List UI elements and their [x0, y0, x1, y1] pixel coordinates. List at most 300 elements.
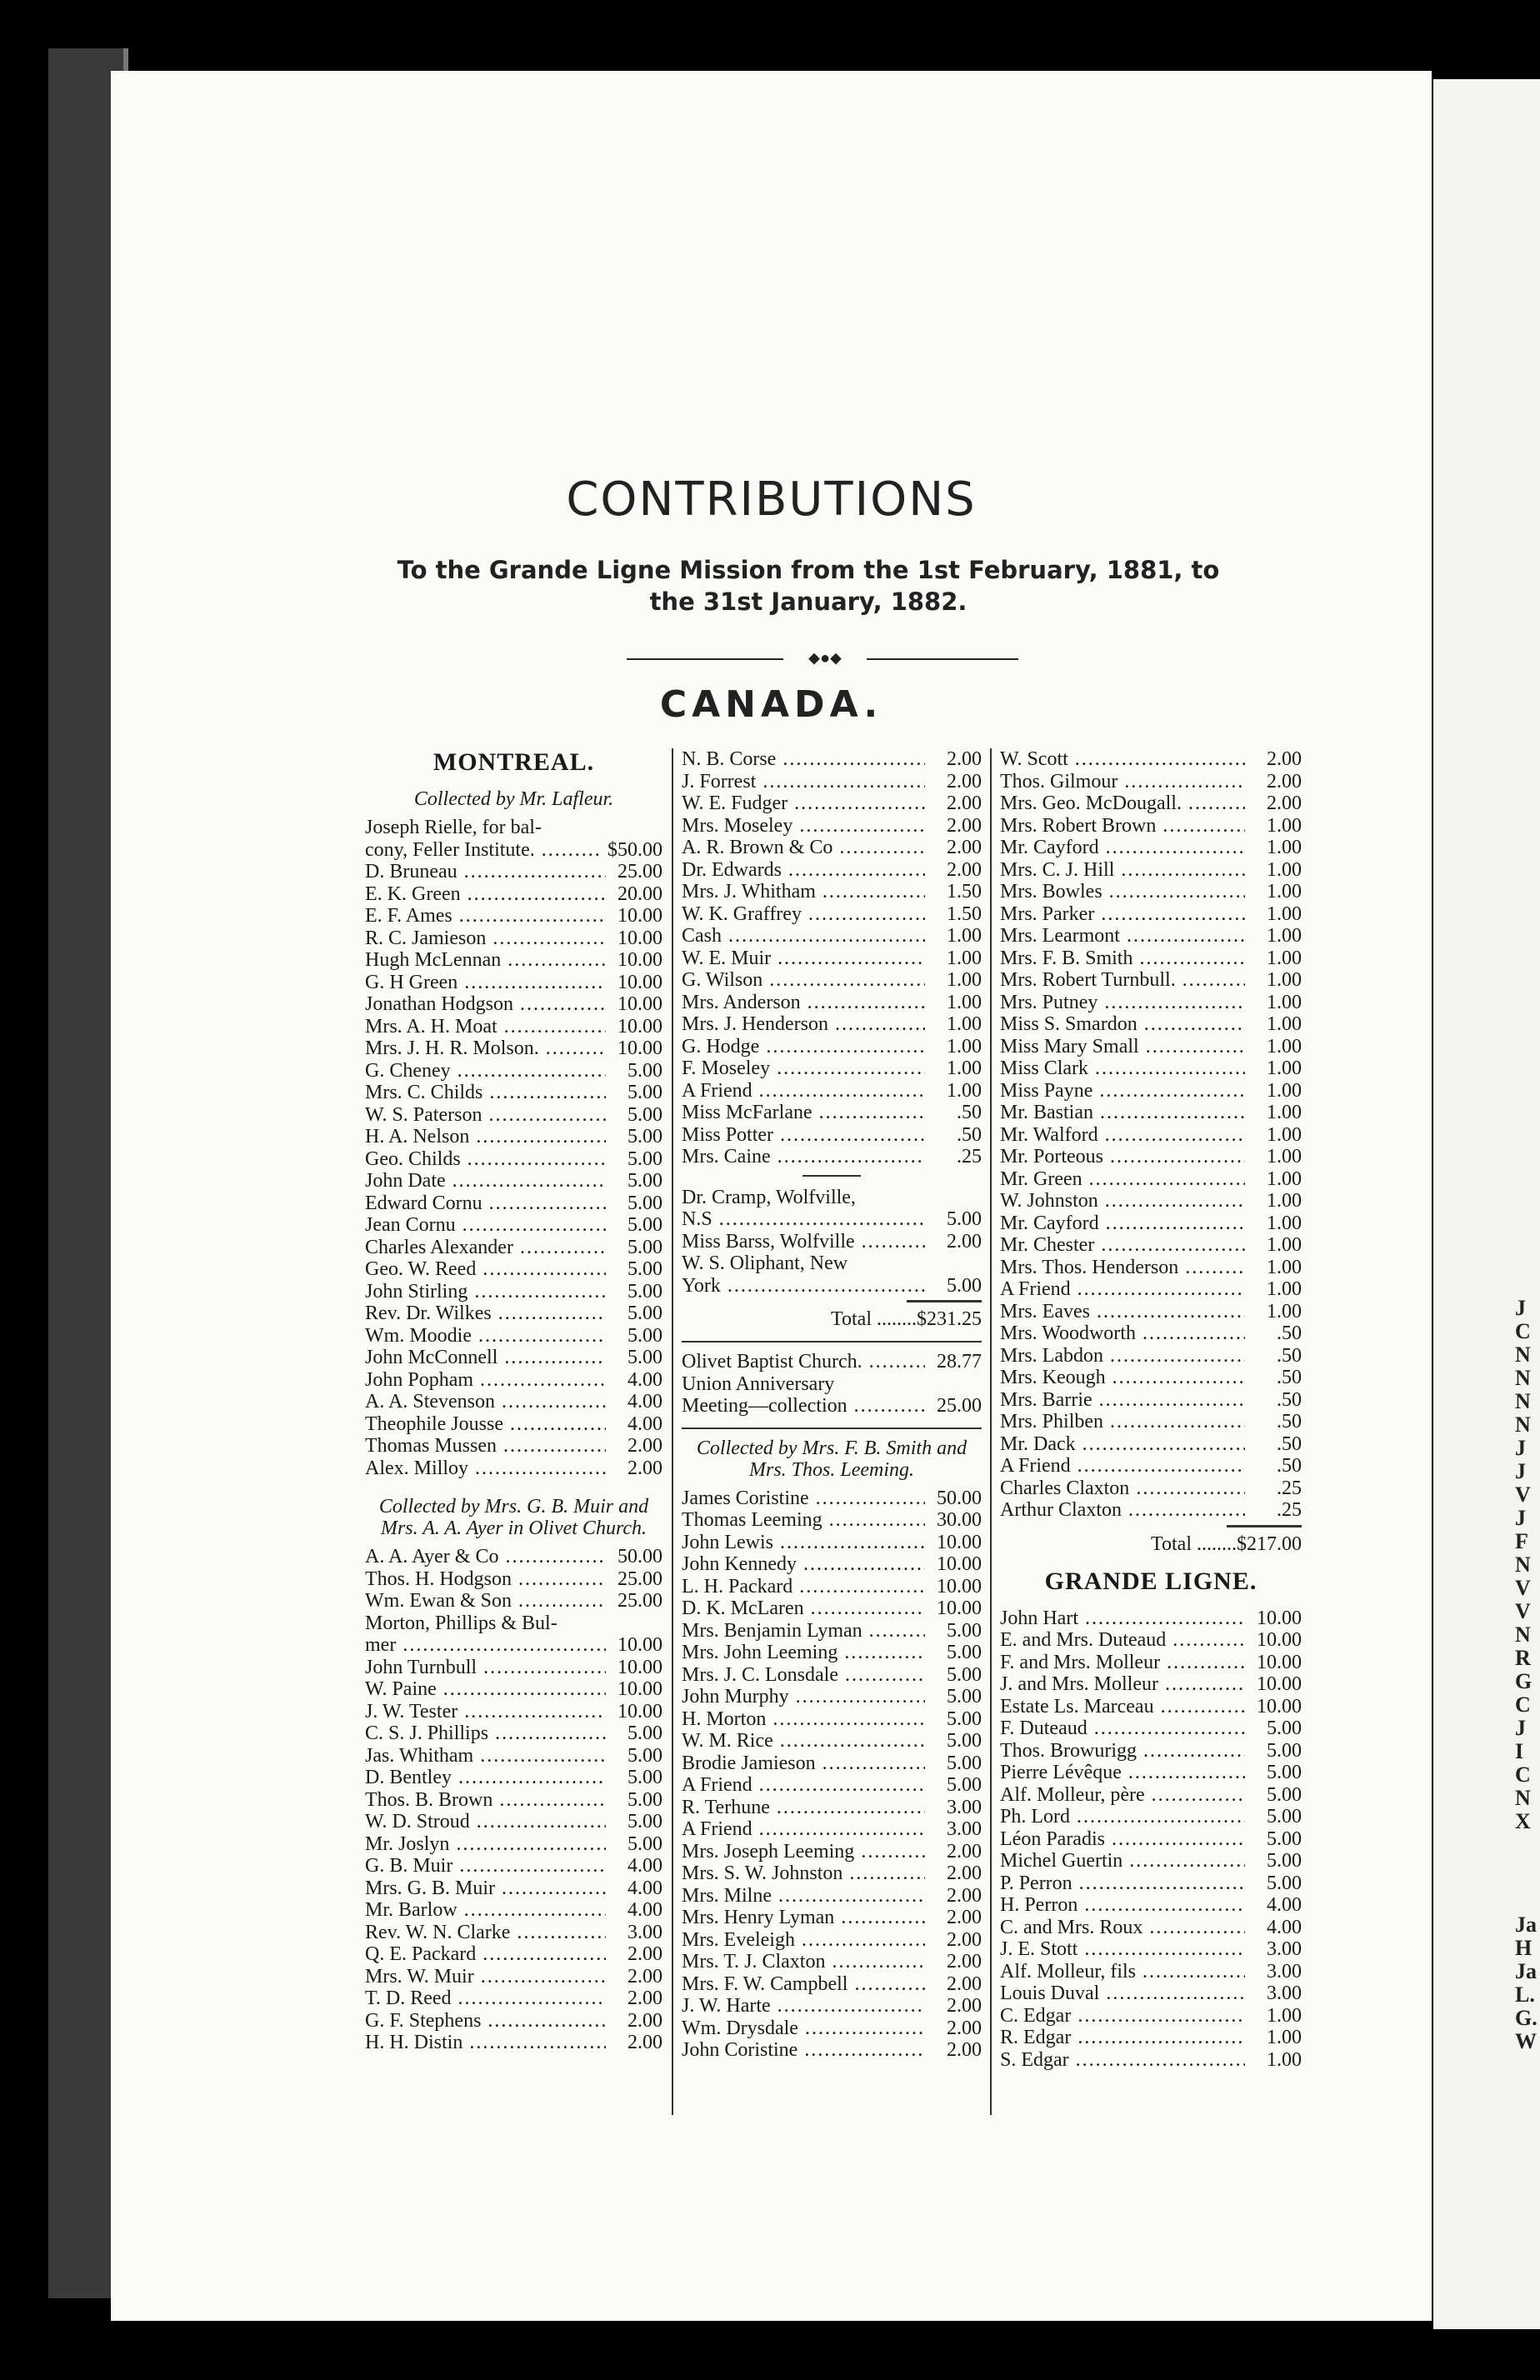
column-3: [1000, 748, 1302, 2071]
contributor-name: Ph. Lord .....: [1000, 1806, 1245, 1828]
contribution-amount: 5.00: [1267, 1739, 1302, 1762]
contribution-amount: 2.00: [947, 2039, 982, 2061]
contribution-row: [1000, 1036, 1302, 1058]
collector-note: Collected by Mrs. G. B. Muir and Mrs. A. A. Ayer in Olivet Church.: [378, 1496, 649, 1539]
contribution-amount: 5.00: [628, 1059, 662, 1082]
contribution-amount: 5.00: [628, 1170, 662, 1192]
facing-page-letter: N: [1515, 1389, 1531, 1413]
contribution-row: [682, 1395, 982, 1418]
contributor-name: J. W. Tester .....: [365, 1701, 606, 1723]
contribution-row: [1000, 1278, 1302, 1301]
contribution-amount: 2.00: [628, 1435, 662, 1457]
contribution-amount: 3.00: [947, 1818, 982, 1840]
contribution-row: [1000, 1499, 1302, 1522]
contribution-amount: 4.00: [628, 1855, 662, 1877]
contributor-name: Mrs. Joseph Leeming .....: [682, 1841, 925, 1863]
contributor-name: John Hart .....: [1000, 1608, 1245, 1630]
contribution-row: [682, 948, 982, 970]
contributor-name: Mrs. Bowles .....: [1000, 881, 1245, 903]
facing-page-letter: V: [1515, 1576, 1531, 1600]
facing-page-letter: G: [1515, 1669, 1532, 1693]
contributor-name: W. Paine .....: [365, 1678, 606, 1701]
contribution-row: [365, 1701, 662, 1723]
contribution-row: [1000, 1917, 1302, 1939]
contributor-name: C. and Mrs. Roux .....: [1000, 1917, 1245, 1939]
contribution-amount: 3.00: [1267, 1982, 1302, 2004]
contribution-amount: 2.00: [1267, 770, 1302, 792]
section-separator: [682, 1341, 982, 1342]
contribution-amount: 5.00: [947, 1208, 982, 1230]
contribution-amount: 5.00: [628, 1103, 662, 1126]
contribution-row: [365, 1016, 662, 1038]
contribution-amount: 4.00: [628, 1412, 662, 1435]
contribution-row: [365, 1214, 662, 1237]
contribution-amount: 1.00: [947, 969, 982, 991]
contribution-row: [1000, 748, 1302, 771]
contribution-row: [365, 1590, 662, 1612]
contribution-amount: 10.00: [1257, 1695, 1302, 1718]
contribution-amount: 3.00: [947, 1796, 982, 1818]
contribution-amount: 1.00: [1267, 947, 1302, 969]
contribution-amount: 1.00: [947, 1035, 982, 1058]
contribution-row: [365, 1347, 662, 1369]
total-rule: [907, 1300, 982, 1302]
contribution-amount: 10.00: [618, 927, 662, 949]
contribution-row: [682, 1708, 982, 1731]
contributor-name: Mr. Bastian .....: [1000, 1102, 1245, 1124]
contribution-amount: 5.00: [628, 1192, 662, 1214]
contributor-name: Léon Paradis .....: [1000, 1828, 1245, 1851]
contribution-amount: 1.00: [1267, 881, 1302, 902]
contribution-row: [1000, 1257, 1302, 1279]
contribution-amount: 1.00: [1267, 1300, 1302, 1322]
contributor-name: Mr. Walford .....: [1000, 1124, 1245, 1147]
contribution-amount: 2.00: [947, 1840, 982, 1862]
contribution-row: [1000, 1806, 1302, 1828]
contribution-row: [682, 1532, 982, 1554]
total-label: Total: [1151, 1532, 1192, 1555]
contribution-amount: 1.00: [1267, 1278, 1302, 1300]
contribution-amount: .25: [957, 1146, 982, 1168]
contribution-amount: 1.00: [1267, 1058, 1302, 1079]
contributor-name: Mrs. Keough .....: [1000, 1367, 1245, 1389]
contributor-name: Olivet Baptist Church. .....: [682, 1351, 925, 1373]
contribution-amount: 28.77: [937, 1351, 982, 1372]
contributor-name: Hugh McLennan .....: [365, 949, 606, 972]
contributor-name: A. A. Stevenson .....: [365, 1391, 606, 1413]
contribution-row: [365, 1811, 662, 1833]
contribution-row: [365, 1899, 662, 1922]
contribution-row: [682, 1231, 982, 1253]
contributor-name: Dr. Cramp, Wolfville,: [682, 1186, 856, 1208]
contribution-amount: 5.00: [628, 1148, 662, 1170]
column-divider: [990, 748, 992, 2115]
contributor-name: John McConnell .....: [365, 1347, 606, 1369]
contributor-name: P. Perron .....: [1000, 1872, 1245, 1895]
contribution-amount: 1.00: [947, 1013, 982, 1035]
contribution-amount: 2.00: [947, 1230, 982, 1252]
contribution-amount: 1.50: [947, 881, 982, 902]
contribution-row: [1000, 1740, 1302, 1762]
contribution-row: [365, 2032, 662, 2054]
contribution-amount: 50.00: [937, 1487, 982, 1509]
contributor-name: W. E. Fudger .....: [682, 792, 925, 815]
contributor-name: W. S. Oliphant, New: [682, 1252, 848, 1274]
column-2: [682, 748, 982, 2062]
contribution-row: [365, 1237, 662, 1259]
contribution-amount: 1.00: [1267, 1190, 1302, 1212]
contribution-row: [1000, 1982, 1302, 2005]
contribution-amount: 2.00: [628, 1457, 662, 1479]
contribution-amount: .50: [1277, 1344, 1302, 1367]
contribution-row: [682, 925, 982, 948]
contributor-name: Miss Barss, Wolfville .....: [682, 1231, 925, 1253]
contributor-name: Charles Alexander .....: [365, 1237, 606, 1259]
contribution-row: [682, 1124, 982, 1147]
contribution-amount: 5.00: [628, 1324, 662, 1347]
contribution-row: [682, 859, 982, 882]
facing-page-letter: W: [1515, 2029, 1537, 2053]
contributor-name: John Coristine .....: [682, 2039, 925, 2062]
contributor-name: Mrs. Caine .....: [682, 1146, 925, 1168]
contribution-amount: 5.00: [628, 1280, 662, 1302]
contributor-name: Meeting—collection .....: [682, 1395, 925, 1418]
contributor-name: W. S. Paterson .....: [365, 1104, 606, 1127]
contributor-name: R. Terhune .....: [682, 1797, 925, 1819]
contributor-name: Miss Payne .....: [1000, 1080, 1245, 1102]
contributor-name: S. Edgar .....: [1000, 2049, 1245, 2072]
contribution-amount: .50: [1277, 1455, 1302, 1477]
contributor-name: G. Wilson .....: [682, 969, 925, 992]
contribution-amount: 1.50: [947, 902, 982, 925]
contributor-name: Mrs. Robert Brown .....: [1000, 815, 1245, 838]
contribution-amount: 10.00: [618, 1700, 662, 1722]
facing-page-edge: [1433, 79, 1540, 2329]
contribution-amount: 5.00: [628, 1258, 662, 1280]
contributor-name: G. B. Muir .....: [365, 1855, 606, 1878]
contributor-name: A Friend .....: [682, 1774, 925, 1797]
contribution-row: [1000, 1850, 1302, 1872]
contribution-amount: 25.00: [618, 1568, 662, 1590]
contribution-amount: 1.00: [947, 1058, 982, 1079]
contributor-name: Union Anniversary: [682, 1372, 835, 1395]
contribution-row: [365, 1634, 662, 1657]
contribution-amount: 10.00: [937, 1598, 982, 1619]
contribution-row: [365, 1302, 662, 1325]
contributor-name: John Popham .....: [365, 1369, 606, 1392]
contribution-amount: 2.00: [947, 1928, 982, 1951]
contribution-row: [1000, 1872, 1302, 1895]
contributor-name: Mr. Barlow .....: [365, 1899, 606, 1922]
contribution-amount: 1.00: [1267, 858, 1302, 881]
contributor-name: Mr. Joslyn .....: [365, 1833, 606, 1856]
contribution-amount: 3.00: [1267, 1938, 1302, 1960]
contributor-name: A. R. Brown & Co .....: [682, 837, 925, 859]
facing-page-letter: J: [1515, 1296, 1526, 1320]
contributor-name: Mrs. S. W. Johnston .....: [682, 1862, 925, 1885]
contribution-amount: 4.00: [1267, 1894, 1302, 1916]
contribution-amount: 5.00: [947, 1708, 982, 1730]
contribution-amount: 25.00: [618, 1590, 662, 1612]
contributor-name: N.S .....: [682, 1208, 925, 1231]
contribution-list: [365, 817, 662, 1479]
contribution-amount: .50: [1277, 1322, 1302, 1344]
contributor-name: John Date .....: [365, 1170, 606, 1192]
contribution-row: [1000, 1478, 1302, 1500]
facing-page-letter: C: [1515, 1762, 1531, 1787]
contributor-name: Mrs. Learmont .....: [1000, 925, 1245, 948]
contributor-name: Alex. Milloy .....: [365, 1458, 606, 1480]
total-row: Total ........$231.25: [831, 1308, 982, 1330]
contribution-list: [682, 748, 982, 1168]
contributor-name: D. K. McLaren .....: [682, 1598, 925, 1620]
contribution-amount: 1.00: [947, 947, 982, 969]
contribution-amount: 1.00: [1267, 1102, 1302, 1123]
contribution-row: [682, 1841, 982, 1863]
contributor-name: Wm. Ewan & Son .....: [365, 1590, 606, 1612]
contribution-amount: 5.00: [628, 1767, 662, 1788]
contribution-amount: 10.00: [1257, 1607, 1302, 1629]
page-subtitle: [317, 554, 1300, 618]
contributor-name: Miss Mary Small .....: [1000, 1036, 1245, 1058]
contribution-row: [365, 1082, 662, 1104]
contribution-row: [682, 1598, 982, 1620]
contribution-amount: 1.00: [1267, 925, 1302, 947]
contributor-name: Q. E. Packard .....: [365, 1943, 606, 1966]
contribution-amount: 5.00: [1267, 1762, 1302, 1783]
contribution-row: [365, 1413, 662, 1436]
contribution-amount: 2.00: [947, 814, 982, 837]
facing-page-letter: N: [1515, 1412, 1531, 1437]
contributor-name: Thomas Mussen .....: [365, 1435, 606, 1458]
contributor-name: A Friend .....: [1000, 1278, 1245, 1301]
contributor-name: E. and Mrs. Duteaud .....: [1000, 1629, 1245, 1652]
contribution-amount: 1.00: [1267, 991, 1302, 1013]
contributor-name: Miss Potter .....: [682, 1124, 925, 1147]
contribution-row: [1000, 1762, 1302, 1784]
contribution-amount: .50: [957, 1102, 982, 1123]
contribution-list: [1000, 748, 1302, 1522]
contribution-row: [1000, 1080, 1302, 1102]
contribution-row: [365, 1568, 662, 1591]
contribution-row: [682, 837, 982, 859]
facing-page-letter: N: [1515, 1366, 1531, 1390]
contribution-amount: 2.00: [628, 1988, 662, 2009]
contribution-amount: 5.00: [947, 1619, 982, 1642]
contribution-row: [682, 1275, 982, 1298]
contribution-amount: 1.00: [1267, 1035, 1302, 1058]
contributor-name: Mrs. Geo. McDougall. .....: [1000, 792, 1245, 815]
contribution-row: [365, 1060, 662, 1082]
contributor-name: Pierre Lévêque .....: [1000, 1762, 1245, 1784]
contribution-row: [1000, 1234, 1302, 1257]
collector-note: Collected by Mrs. F. B. Smith and Mrs. Thos. Leeming.: [696, 1437, 968, 1481]
contribution-row: [365, 1258, 662, 1281]
column-divider: [672, 748, 673, 2115]
contributor-name: cony, Feller Institute. .....: [365, 839, 602, 862]
contributor-name: Arthur Claxton .....: [1000, 1499, 1245, 1522]
contribution-amount: 5.00: [947, 1663, 982, 1686]
contribution-row: [682, 1187, 982, 1209]
contribution-amount: 3.00: [628, 1921, 662, 1943]
section-heading-grande-ligne: GRANDE LIGNE.: [1044, 1567, 1258, 1595]
contribution-row: [682, 771, 982, 793]
contributor-name: Mrs. C. J. Hill .....: [1000, 859, 1245, 882]
contributor-name: Mrs. Eaves .....: [1000, 1301, 1245, 1323]
contributor-name: John Murphy .....: [682, 1686, 925, 1708]
contributor-name: F. and Mrs. Molleur .....: [1000, 1652, 1245, 1674]
contributor-name: L. H. Packard .....: [682, 1576, 925, 1598]
contribution-row: [1000, 1828, 1302, 1851]
contribution-row: [365, 1325, 662, 1348]
contributor-name: Mrs. Benjamin Lyman .....: [682, 1620, 925, 1642]
contribution-amount: 10.00: [618, 1678, 662, 1700]
contribution-row: [682, 1797, 982, 1819]
contribution-row: [365, 1855, 662, 1878]
contributor-name: G. Cheney .....: [365, 1060, 606, 1082]
contributor-name: D. Bruneau .....: [365, 861, 606, 883]
contribution-amount: 2.00: [947, 1907, 982, 1928]
contribution-row: [682, 1951, 982, 1973]
contribution-amount: 4.00: [628, 1391, 662, 1412]
facing-page-letter: C: [1515, 1692, 1531, 1717]
contributor-name: A. A. Ayer & Co .....: [365, 1546, 606, 1568]
contribution-amount: 5.00: [947, 1274, 982, 1297]
contributor-name: Mrs. Woodworth .....: [1000, 1322, 1245, 1345]
contributor-name: Mrs. C. Childs .....: [365, 1082, 606, 1104]
contributor-name: Cash .....: [682, 925, 925, 948]
contribution-row: [682, 1058, 982, 1080]
contribution-amount: 10.00: [618, 1038, 662, 1059]
contributor-name: Mrs. G. B. Muir .....: [365, 1878, 606, 1900]
total-value: $231.25: [917, 1308, 982, 1330]
contribution-amount: 2.00: [947, 1951, 982, 1972]
facing-page-letter: J: [1515, 1716, 1526, 1740]
contribution-amount: 2.00: [947, 770, 982, 792]
contribution-row: [1000, 1608, 1302, 1630]
contributor-name: Miss S. Smardon .....: [1000, 1013, 1245, 1036]
contribution-amount: .50: [1277, 1411, 1302, 1432]
contribution-row: [682, 969, 982, 992]
contribution-amount: 1.00: [1267, 1234, 1302, 1256]
contributor-name: John Turnbull .....: [365, 1657, 606, 1679]
contribution-row: [365, 1281, 662, 1303]
facing-page-letter: X: [1515, 1809, 1531, 1833]
contributor-name: G. H Green .....: [365, 972, 606, 994]
facing-page-letter: G.: [1515, 2006, 1538, 2030]
collector-note: Collected by Mr. Lafleur.: [413, 788, 614, 810]
contribution-row: [1000, 1652, 1302, 1674]
contribution-amount: 2.00: [947, 1995, 982, 2017]
contribution-row: [682, 1208, 982, 1231]
contribution-amount: 5.00: [628, 1126, 662, 1148]
contribution-list: [1000, 1608, 1302, 2072]
contribution-row: [365, 1546, 662, 1568]
contribution-row: [365, 1126, 662, 1148]
facing-page-letter: J: [1515, 1436, 1526, 1460]
contribution-amount: 1.00: [1267, 1256, 1302, 1278]
contribution-row: [682, 1664, 982, 1687]
contribution-row: [365, 1988, 662, 2010]
contribution-amount: 2.00: [947, 792, 982, 814]
contribution-row: [1000, 1961, 1302, 1983]
contribution-amount: 5.00: [947, 1686, 982, 1708]
contribution-amount: 10.00: [618, 905, 662, 927]
contribution-amount: 5.00: [1267, 1718, 1302, 1739]
contribution-row: [682, 1373, 982, 1396]
contribution-row: [365, 905, 662, 928]
ornament-icon: ⬥●⬥: [783, 651, 867, 666]
contributor-name: H. Morton .....: [682, 1708, 925, 1731]
contribution-amount: 1.00: [1267, 1146, 1302, 1168]
contribution-row: [1000, 1389, 1302, 1412]
contributor-name: Mrs. F. W. Campbell .....: [682, 1973, 925, 1996]
contribution-amount: 5.00: [1267, 1806, 1302, 1828]
contribution-amount: 4.00: [628, 1368, 662, 1391]
contribution-amount: 2.00: [1267, 792, 1302, 814]
contributor-name: Rev. Dr. Wilkes .....: [365, 1302, 606, 1325]
contribution-amount: 5.00: [947, 1774, 982, 1796]
contribution-row: [365, 1612, 662, 1635]
contribution-amount: .25: [1277, 1477, 1302, 1499]
contribution-amount: 5.00: [628, 1722, 662, 1744]
contribution-row: [365, 972, 662, 994]
contribution-amount: $50.00: [608, 838, 662, 861]
contribution-row: [682, 1862, 982, 1885]
contribution-row: [1000, 1696, 1302, 1718]
contribution-amount: 1.00: [1267, 837, 1302, 858]
contributor-name: W. K. Graffrey .....: [682, 903, 925, 926]
contribution-list: [365, 1546, 662, 2054]
contribution-amount: 10.00: [937, 1575, 982, 1598]
contribution-row: [682, 1973, 982, 1996]
contributor-name: Mrs. J. C. Lonsdale .....: [682, 1664, 925, 1687]
contribution-amount: 30.00: [937, 1509, 982, 1531]
contributor-name: Jean Cornu .....: [365, 1214, 606, 1237]
contributor-name: Joseph Rielle, for bal-: [365, 817, 542, 838]
contributor-name: F. Moseley .....: [682, 1058, 925, 1080]
contribution-row: [682, 1488, 982, 1510]
contribution-row: [682, 1509, 982, 1532]
facing-page-letter: J: [1515, 1506, 1526, 1530]
contribution-row: [365, 1657, 662, 1679]
contributor-name: Mrs. Eveleigh .....: [682, 1929, 925, 1952]
contributor-name: Miss McFarlane .....: [682, 1102, 925, 1124]
contributor-name: Alf. Molleur, père .....: [1000, 1784, 1245, 1807]
contribution-row: [1000, 1146, 1302, 1168]
contribution-row: [1000, 1322, 1302, 1345]
contribution-amount: 1.00: [1267, 1079, 1302, 1102]
contribution-amount: 2.00: [1267, 748, 1302, 770]
contribution-amount: 5.00: [628, 1744, 662, 1767]
contribution-amount: 1.00: [1267, 1013, 1302, 1035]
contribution-amount: 1.00: [947, 991, 982, 1013]
contributor-name: Mrs. Milne .....: [682, 1885, 925, 1908]
contributor-name: Mrs. J. Henderson .....: [682, 1013, 925, 1036]
contributor-name: Mrs. Robert Turnbull. .....: [1000, 969, 1245, 992]
contributor-name: Jonathan Hodgson .....: [365, 993, 606, 1016]
facing-page-letter: N: [1515, 1342, 1531, 1367]
contribution-row: [1000, 1673, 1302, 1696]
contribution-row: [1000, 1168, 1302, 1191]
contribution-amount: 2.00: [947, 2017, 982, 2039]
contribution-row: [682, 1995, 982, 2018]
contribution-row: [365, 1038, 662, 1060]
facing-page-letter: Ja: [1515, 1959, 1537, 1983]
contribution-row: [682, 1576, 982, 1598]
contribution-amount: 25.00: [937, 1395, 982, 1417]
contributor-name: C. S. J. Phillips .....: [365, 1722, 606, 1745]
